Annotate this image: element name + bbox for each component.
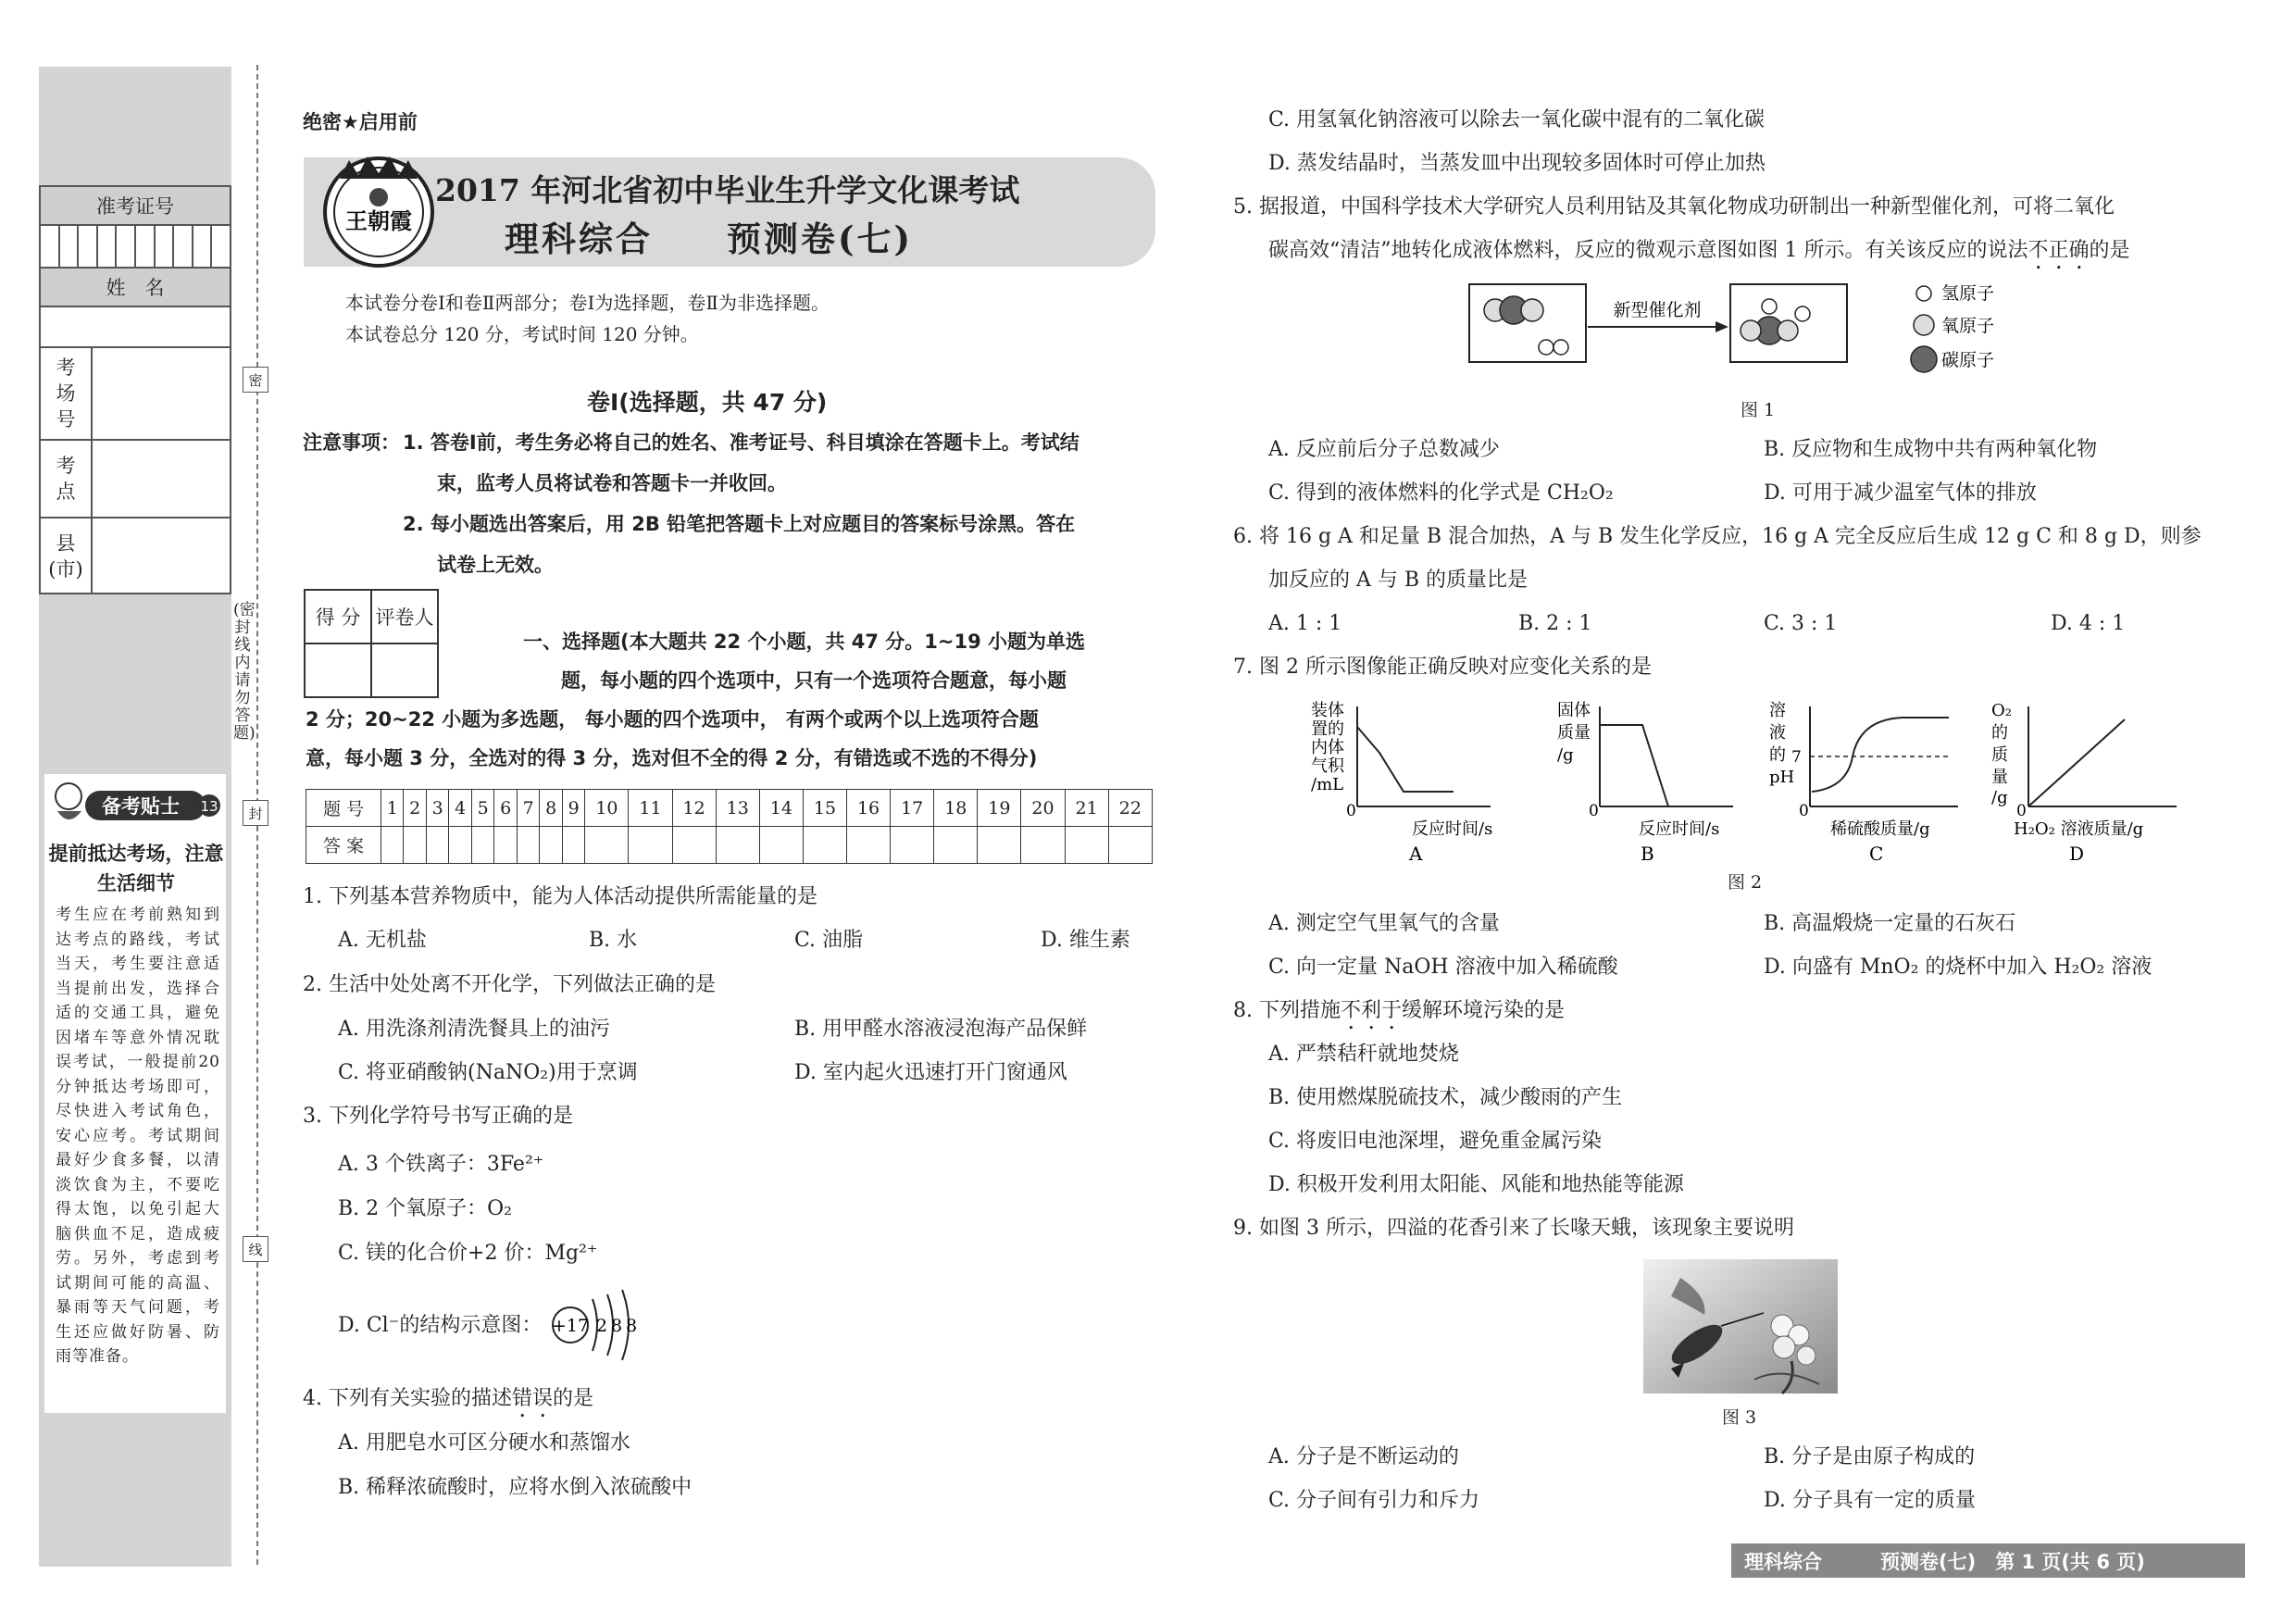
exam-room-label: 考 场 号 xyxy=(41,348,93,439)
q7-option-c: C. 向一定量 NaOH 溶液中加入稀硫酸 xyxy=(1268,956,1618,979)
answer-number-cell: 18 xyxy=(934,790,978,827)
answer-grid xyxy=(306,789,1153,864)
q6-option-d: D. 4 : 1 xyxy=(2051,612,2126,635)
answer-cell[interactable] xyxy=(404,827,426,864)
q9-option-a: A. 分子是不断运动的 xyxy=(1268,1445,1459,1468)
answer-cell[interactable] xyxy=(629,827,672,864)
q1-option-b: B. 水 xyxy=(589,929,638,952)
graph-c-xlabel: 稀硫酸质量/g xyxy=(1830,819,1930,839)
graph-d-origin: 0 xyxy=(2016,802,2027,820)
grader-cell[interactable] xyxy=(371,644,438,697)
exam-no-label: 准考证号 xyxy=(41,187,230,226)
answer-number-cell: 11 xyxy=(629,790,672,827)
graph-c-ylabel: 溶液的 pH xyxy=(1769,701,1795,787)
answer-number-cell: 13 xyxy=(716,790,759,827)
score-cell[interactable] xyxy=(305,644,371,697)
answer-cell[interactable] xyxy=(716,827,759,864)
note-1b: 束，监考人员将试卷和答题卡一并收回。 xyxy=(437,472,787,494)
q9-option-b: B. 分子是由原子构成的 xyxy=(1764,1445,1976,1468)
name-label: 姓 名 xyxy=(41,269,230,307)
answer-number-header: 题 号 xyxy=(306,790,381,827)
graph-c-tag: C xyxy=(1869,843,1884,865)
graph-b-origin: 0 xyxy=(1589,802,1599,820)
page-footer: 理科综合 预测卷(七) 第 1 页(共 6 页) xyxy=(1731,1543,2245,1578)
q1-stem: 1. 下列基本营养物质中，能为人体活动提供所需能量的是 xyxy=(303,885,817,908)
q9-option-c: C. 分子间有引力和斥力 xyxy=(1268,1489,1480,1512)
answer-number-cell: 22 xyxy=(1108,790,1152,827)
mc-intro-1: 一、选择题(本大题共 22 个小题，共 47 分。1~19 小题为单选 xyxy=(523,631,1086,653)
intro-line-1: 本试卷分卷Ⅰ和卷Ⅱ两部分；卷Ⅰ为选择题，卷Ⅱ为非选择题。 xyxy=(345,292,830,314)
q4-option-d: D. 蒸发结晶时，当蒸发皿中出现较多固体时可停止加热 xyxy=(1268,152,1766,175)
answer-cell[interactable] xyxy=(891,827,934,864)
q2-option-d: D. 室内起火迅速打开门窗通风 xyxy=(794,1061,1067,1084)
answer-cell[interactable] xyxy=(1065,827,1108,864)
nucleus-label: +17 xyxy=(551,1316,590,1336)
figure-2-graph-c xyxy=(1764,699,1977,866)
chlorine-structure-diagram xyxy=(546,1285,657,1365)
exam-subtitle: 理科综合 预测卷(七) xyxy=(505,219,914,259)
q2-option-a: A. 用洗涤剂清洗餐具上的油污 xyxy=(338,1018,610,1041)
exam-room-field[interactable] xyxy=(41,348,230,441)
answer-number-cell: 17 xyxy=(891,790,934,827)
exam-site-field[interactable] xyxy=(41,441,230,519)
legend-oxygen: 氧原子 xyxy=(1941,316,1995,336)
q8-option-d: D. 积极开发利用太阳能、风能和地热能等能源 xyxy=(1268,1173,1684,1196)
q7-option-b: B. 高温煅烧一定量的石灰石 xyxy=(1764,912,2016,935)
answer-number-cell: 21 xyxy=(1065,790,1108,827)
figure-3-moth-photo xyxy=(1643,1259,1838,1393)
county-field[interactable] xyxy=(41,519,230,594)
notes-label: 注意事项： xyxy=(303,431,400,454)
answer-cell[interactable] xyxy=(759,827,803,864)
mc-intro-3: 2 分；20~22 小题为多选题， 每小题的四个选项中， 有两个或两个以上选项符合题 xyxy=(306,708,1039,731)
q4-emphasis: 错误 xyxy=(511,1387,553,1410)
graph-b-xlabel: 反应时间/s xyxy=(1639,819,1720,839)
q5-emphasis: 不正确 xyxy=(2028,239,2090,262)
grader-header: 评卷人 xyxy=(371,590,438,644)
q8-option-b: B. 使用燃煤脱硫技术，减少酸雨的产生 xyxy=(1268,1086,1623,1109)
answer-number-cell: 20 xyxy=(1021,790,1065,827)
exam-no-cells[interactable] xyxy=(41,226,230,269)
publisher-logo xyxy=(321,151,436,271)
answer-number-cell: 9 xyxy=(562,790,584,827)
q1-option-d: D. 维生素 xyxy=(1041,929,1130,952)
q9-option-d: D. 分子具有一定的质量 xyxy=(1764,1489,1976,1512)
graph-a-origin: 0 xyxy=(1346,802,1356,820)
q4-stem: 4. 下列有关实验的描述错误的是 xyxy=(303,1387,594,1410)
q2-option-b: B. 用甲醛水溶液浸泡海产品保鲜 xyxy=(794,1018,1088,1041)
q5-stem-1: 5. 据报道，中国科学技术大学研究人员利用钴及其氧化物成功研制出一种新型催化剂，可将二氧化 xyxy=(1233,195,2115,219)
q7-option-a: A. 测定空气里氧气的含量 xyxy=(1268,912,1500,935)
graph-d-tag: D xyxy=(2069,843,2085,865)
answer-number-cell: 6 xyxy=(494,790,517,827)
q5-option-c: C. 得到的液体燃料的化学式是 CH₂O₂ xyxy=(1268,481,1614,505)
shell-1: 2 xyxy=(596,1316,608,1336)
q6-option-c: C. 3 : 1 xyxy=(1764,612,1838,635)
q1-option-c: C. 油脂 xyxy=(794,929,864,952)
answer-number-cell: 12 xyxy=(672,790,716,827)
graph-a-xlabel: 反应时间/s xyxy=(1412,819,1493,839)
tip-title: 提前抵达考场，注意生活细节 xyxy=(48,842,224,894)
note-2b: 试卷上无效。 xyxy=(437,554,554,576)
answer-number-cell: 15 xyxy=(803,790,846,827)
answer-number-cell: 8 xyxy=(540,790,562,827)
q4-option-b: B. 稀释浓硫酸时，应将水倒入浓硫酸中 xyxy=(338,1476,693,1499)
q6-option-b: B. 2 : 1 xyxy=(1518,612,1592,635)
answer-cell[interactable] xyxy=(847,827,891,864)
q4-option-a: A. 用肥皂水可区分硬水和蒸馏水 xyxy=(338,1431,630,1455)
q8-option-a: A. 严禁秸秆就地焚烧 xyxy=(1268,1043,1459,1066)
answer-cell[interactable] xyxy=(1108,827,1152,864)
graph-d-xlabel: H₂O₂ 溶液质量/g xyxy=(2014,819,2144,839)
mc-intro-2: 题，每小题的四个选项中，只有一个选项符合题意，每小题 xyxy=(561,669,1067,692)
graph-a-ylabel: 装体置的内体气积/mL xyxy=(1311,701,1344,794)
tip-badge xyxy=(48,774,224,831)
answer-number-cell: 1 xyxy=(381,790,404,827)
figure-3-caption: 图 3 xyxy=(1722,1407,1757,1428)
answer-cell[interactable] xyxy=(449,827,471,864)
seal-char-xian: 线 xyxy=(243,1236,268,1262)
answer-number-cell: 3 xyxy=(426,790,448,827)
q9-stem: 9. 如图 3 所示，四溢的花香引来了长喙天蛾，该现象主要说明 xyxy=(1233,1217,1794,1240)
legend-hydrogen: 氢原子 xyxy=(1941,283,1995,304)
answer-cell[interactable] xyxy=(426,827,448,864)
graph-b-tag: B xyxy=(1641,843,1654,865)
q5-option-b: B. 反应物和生成物中共有两种氧化物 xyxy=(1764,438,2098,461)
answer-cell[interactable] xyxy=(1021,827,1065,864)
q8-option-c: C. 将废旧电池深埋，避免重金属污染 xyxy=(1268,1130,1603,1153)
q1-option-a: A. 无机盐 xyxy=(338,929,427,952)
figure-2-graph-b xyxy=(1548,699,1752,866)
q3-option-c: C. 镁的化合价+2 价：Mg²⁺ xyxy=(338,1242,598,1265)
q2-stem: 2. 生活中处处离不开化学，下列做法正确的是 xyxy=(303,973,716,996)
answer-cell[interactable] xyxy=(585,827,629,864)
figure-1-reaction-diagram xyxy=(1467,273,1995,384)
tip-text: 考生应在考前熟知到达考点的路线，考试当天，考生要注意适当提前出发，选择合适的交通工具，避免因堵车等意外情况耽误考试，一般提前20分钟抵达考场即可，尽快进入考试角色，安心应考。考试期间最好少食多餐，以清淡饮食为主，不要吃得太饱，以免引起大脑供血不足，造成疲劳。另外，考虑到考试期间可能的高温、暴雨等天气问题，考生还应做好防暑、防雨等准备。 xyxy=(56,906,220,1366)
answer-number-cell: 16 xyxy=(847,790,891,827)
answer-cell[interactable] xyxy=(562,827,584,864)
q6-option-a: A. 1 : 1 xyxy=(1268,612,1342,635)
shell-3: 8 xyxy=(626,1316,638,1336)
graph-c-tick-7: 7 xyxy=(1791,748,1802,767)
answer-cell[interactable] xyxy=(934,827,978,864)
q7-option-d: D. 向盛有 MnO₂ 的烧杯中加入 H₂O₂ 溶液 xyxy=(1764,956,2152,979)
answer-number-cell: 10 xyxy=(585,790,629,827)
q3-option-d: D. Cl⁻的结构示意图： xyxy=(338,1314,543,1337)
q8-emphasis: 不利于 xyxy=(1340,999,1402,1022)
candidate-info-box xyxy=(39,185,231,594)
answer-number-cell: 2 xyxy=(404,790,426,827)
q5-stem-2: 碳高效“清洁”地转化成液体燃料，反应的微观示意图如图 1 所示。有关该反应的说法不正确的是 xyxy=(1268,239,2130,262)
q2-option-c: C. 将亚硝酸钠(NaNO₂)用于烹调 xyxy=(338,1061,638,1084)
q3-stem: 3. 下列化学符号书写正确的是 xyxy=(303,1105,573,1128)
figure-2-graph-d xyxy=(1986,699,2199,866)
seal-note: (密封线内请勿答题) xyxy=(233,601,256,743)
answer-cell[interactable] xyxy=(517,827,539,864)
figure-2-caption: 图 2 xyxy=(1728,872,1763,893)
q6-stem-1: 6. 将 16 g A 和足量 B 混合加热，A 与 B 发生化学反应，16 g A 完全反应后生成 12 g C 和 8 g D，则参 xyxy=(1233,525,2202,548)
answer-row-header: 答 案 xyxy=(306,827,381,864)
answer-number-cell: 19 xyxy=(978,790,1021,827)
legend-carbon: 碳原子 xyxy=(1941,350,1995,370)
answer-cell[interactable] xyxy=(540,827,562,864)
q4-option-c: C. 用氢氧化钠溶液可以除去一氧化碳中混有的二氧化碳 xyxy=(1268,108,1766,131)
catalyst-label: 新型催化剂 xyxy=(1613,300,1702,320)
q3-option-a: A. 3 个铁离子：3Fe²⁺ xyxy=(338,1153,544,1176)
note-1a: 1. 答卷Ⅰ前，考生务必将自己的姓名、准考证号、科目填涂在答题卡上。考试结 xyxy=(403,431,1079,454)
exam-site-label: 考 点 xyxy=(41,441,93,517)
exam-title: 2017 年河北省初中毕业生升学文化课考试 xyxy=(435,172,1020,208)
tip-badge-number: 13 xyxy=(200,798,218,815)
q5-option-a: A. 反应前后分子总数减少 xyxy=(1268,438,1500,461)
confidential-label: 绝密★启用前 xyxy=(303,111,418,133)
answer-number-cell: 7 xyxy=(517,790,539,827)
q6-stem-2: 加反应的 A 与 B 的质量比是 xyxy=(1268,569,1529,592)
section1-title: 卷Ⅰ(选择题，共 47 分) xyxy=(587,389,828,416)
graph-a-tag: A xyxy=(1409,843,1423,865)
answer-cell[interactable] xyxy=(803,827,846,864)
answer-number-cell: 5 xyxy=(471,790,493,827)
shell-2: 8 xyxy=(611,1316,623,1336)
name-field[interactable] xyxy=(41,307,230,348)
tip-badge-label: 备考贴士 xyxy=(102,795,180,818)
answer-cell[interactable] xyxy=(672,827,716,864)
graph-c-origin: 0 xyxy=(1799,802,1809,820)
graph-d-ylabel: O₂ 的质量/g xyxy=(1991,701,2012,807)
answer-number-cell: 4 xyxy=(449,790,471,827)
q3-option-b: B. 2 个氧原子：O₂ xyxy=(338,1197,512,1220)
score-header: 得 分 xyxy=(305,590,371,644)
note-2a: 2. 每小题选出答案后，用 2B 铅笔把答题卡上对应题目的答案标号涂黑。答在 xyxy=(403,513,1076,535)
answer-cell[interactable] xyxy=(381,827,404,864)
figure-1-caption: 图 1 xyxy=(1741,400,1776,420)
score-table xyxy=(304,589,439,698)
q7-stem: 7. 图 2 所示图像能正确反映对应变化关系的是 xyxy=(1233,656,1652,679)
seal-char-feng: 封 xyxy=(243,800,268,826)
answer-number-cell: 14 xyxy=(759,790,803,827)
logo-text: 王朝霞 xyxy=(345,207,412,234)
figure-2-graph-a xyxy=(1305,699,1509,866)
answer-cell[interactable] xyxy=(978,827,1021,864)
mc-intro-4: 意，每小题 3 分，全选对的得 3 分，选对但不全的得 2 分，有错选或不选的不得分) xyxy=(306,747,1038,769)
answer-cell[interactable] xyxy=(494,827,517,864)
q8-stem: 8. 下列措施不利于缓解环境污染的是 xyxy=(1233,999,1566,1022)
seal-char-mi: 密 xyxy=(243,367,268,393)
county-label: 县 (市) xyxy=(41,519,93,594)
graph-b-ylabel: 固体质量/g xyxy=(1557,701,1591,765)
intro-line-2: 本试卷总分 120 分，考试时间 120 分钟。 xyxy=(345,323,699,345)
q5-option-d: D. 可用于减少温室气体的排放 xyxy=(1764,481,2037,505)
answer-cell[interactable] xyxy=(471,827,493,864)
